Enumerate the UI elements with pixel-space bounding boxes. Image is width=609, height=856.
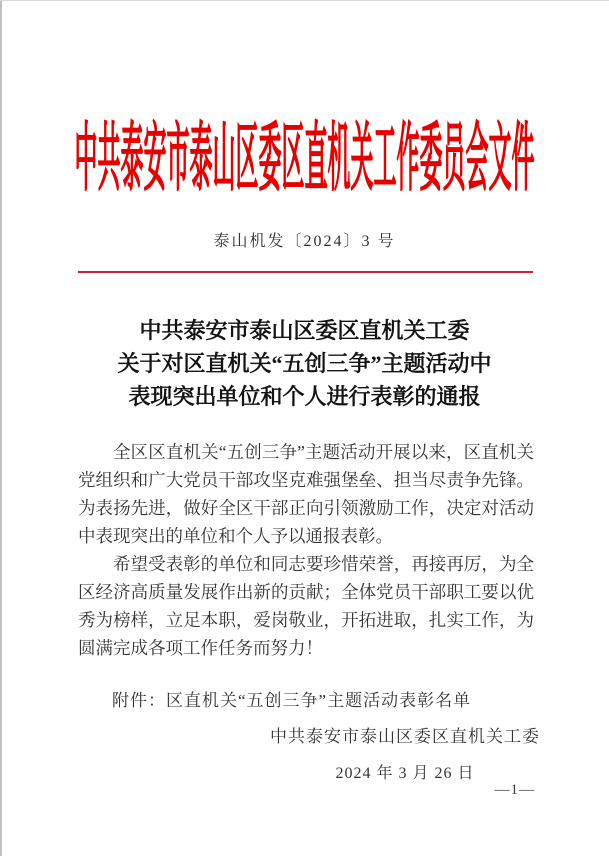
document-body [78,438,534,662]
document-number: 泰山机发〔2024〕3 号 [213,233,396,250]
scan-edge-top [0,0,609,1]
signature-date: 2024 年 3 月 26 日 [335,765,475,782]
body-paragraph-1: 全区区直机关“五创三争”主题活动开展以来，区直机关党组织和广大党员干部攻坚克难强堡垒、担当尽责争先锋。为表扬先进，做好全区干部正向引领激励工作，决定对活动中表现突出的单位和个人予以通报表彰。 [78,442,534,546]
document-title-line-2: 关于对区直机关“五创三争”主题活动中 [117,351,492,376]
body-paragraph-2: 希望受表彰的单位和同志要珍惜荣誉，再接再厉，为全区经济高质量发展作出新的贡献；全体党员干部职工要以优秀为榜样，立足本职，爱岗敬业，开拓进取，扎实工作，为圆满完成各项工作任务而努力！ [78,554,534,658]
red-separator-rule [78,271,533,273]
red-masthead [0,104,609,200]
document-title-line-3: 表现突出单位和个人进行表彰的通报 [128,384,481,409]
page-number: —1— [494,782,535,798]
document-title-line-1: 中共泰安市泰山区委区直机关工委 [139,318,470,343]
signature-block [270,722,540,783]
document-title [40,314,569,413]
attachment-note: 附件：区直机关“五创三争”主题活动表彰名单 [112,691,472,710]
signature-organization: 中共泰安市泰山区委区直机关工委 [270,727,540,746]
issuing-organ-title: 中共泰安市泰山区委区直机关工作委员会文件 [74,117,535,200]
